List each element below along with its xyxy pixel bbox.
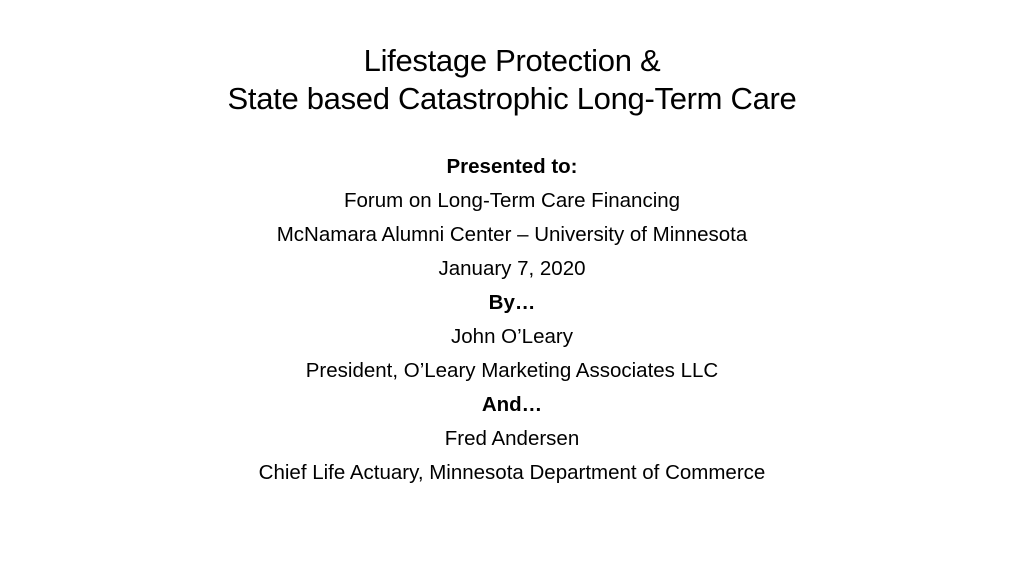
title-line-2: State based Catastrophic Long-Term Care (227, 81, 797, 116)
presenter-2-title: Chief Life Actuary, Minnesota Department of Commerce (258, 461, 766, 484)
and-label: And… (481, 393, 543, 416)
presentation-date: January 7, 2020 (438, 257, 586, 280)
presenter-1-name: John O’Leary (451, 325, 573, 348)
presenter-1-title: President, O’Leary Marketing Associates LLC (305, 359, 719, 382)
presenter-2-name: Fred Andersen (444, 427, 580, 450)
venue: McNamara Alumni Center – University of Minnesota (276, 223, 748, 246)
slide-body (0, 150, 1024, 490)
title-line-1: Lifestage Protection & (363, 43, 661, 78)
by-label: By… (488, 291, 536, 314)
presented-to-label: Presented to: (446, 155, 578, 178)
slide-title (0, 42, 1024, 118)
forum-name: Forum on Long-Term Care Financing (343, 189, 681, 212)
